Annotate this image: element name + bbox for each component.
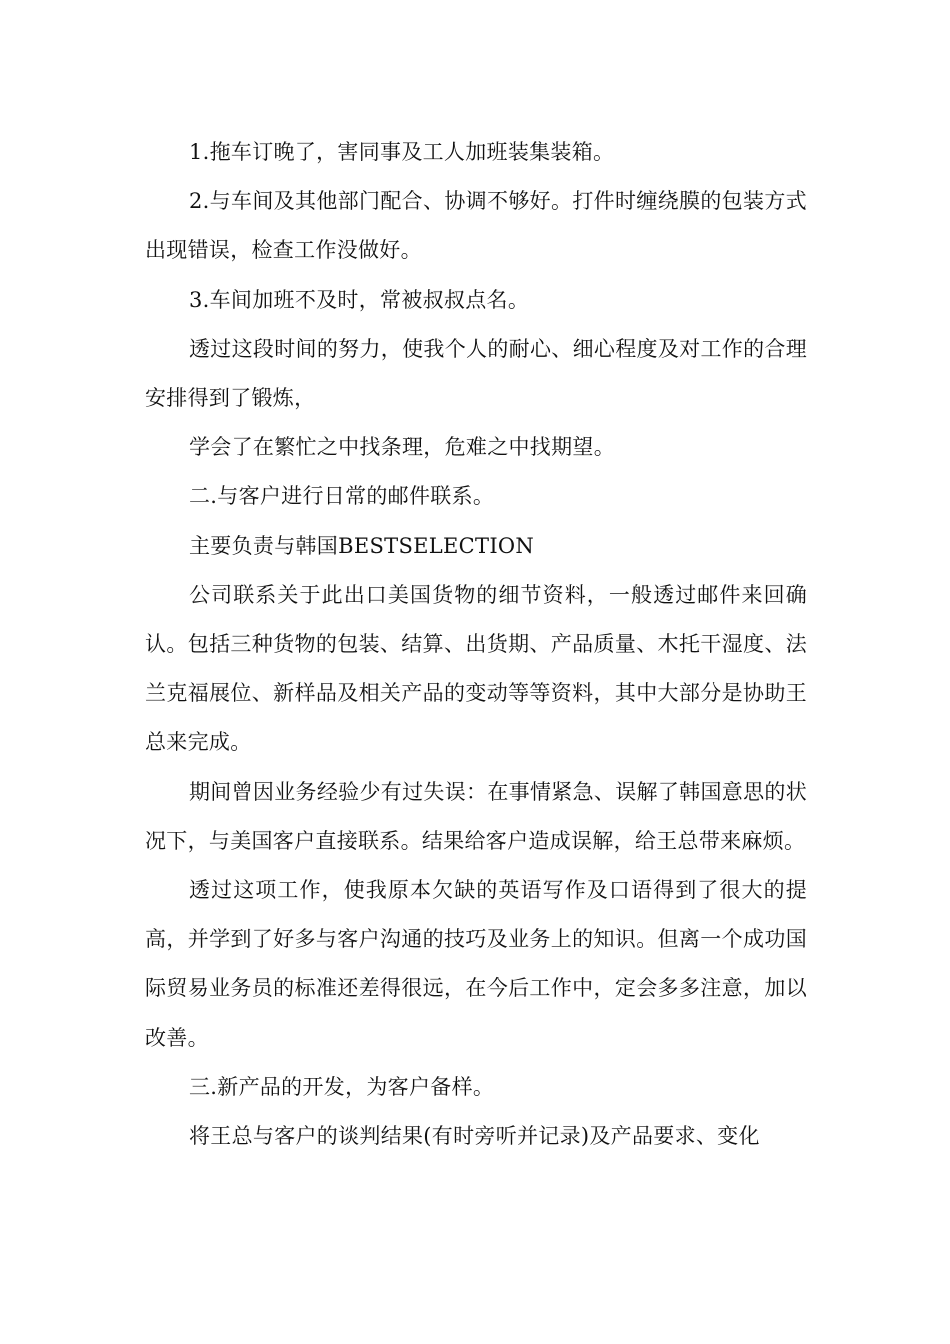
paragraph-2: 2.与车间及其他部门配合、协调不够好。打件时缠绕膜的包装方式出现错误，检查工作没做好。 — [145, 189, 807, 263]
paragraph-12: 将王总与客户的谈判结果(有时旁听并记录)及产品要求、变化 — [189, 1124, 760, 1149]
paragraph-7: 主要负责与韩国BESTSELECTION — [189, 533, 535, 558]
paragraph-10: 透过这项工作，使我原本欠缺的英语写作及口语得到了很大的提高，并学到了好多与客户沟通的技巧及业务上的知识。但离一个成功国际贸易业务员的标准还差得很远，在今后工作中，定会多多注意，加以改善。 — [145, 878, 807, 1050]
paragraph-1: 1.拖车订晚了，害同事及工人加班装集装箱。 — [189, 140, 615, 164]
paragraph-8: 公司联系关于此出口美国货物的细节资料，一般透过邮件来回确认。包括三种货物的包装、结算、出货期、产品质量、木托干湿度、法兰克福展位、新样品及相关产品的变动等等资料，其中大部分是协助王总来完成。 — [145, 582, 807, 755]
document-body — [145, 128, 807, 1161]
paragraph-5: 学会了在繁忙之中找条理，危难之中找期望。 — [189, 435, 615, 460]
paragraph-4: 透过这段时间的努力，使我个人的耐心、细心程度及对工作的合理安排得到了锻炼， — [145, 336, 807, 411]
paragraph-3: 3.车间加班不及时，常被叔叔点名。 — [189, 287, 530, 312]
paragraph-9: 期间曾因业务经验少有过失误：在事情紧急、误解了韩国意思的状况下，与美国客户直接联系。结果给客户造成误解，给王总带来麻烦。 — [145, 779, 807, 853]
section-heading-2: 二.与客户进行日常的邮件联系。 — [189, 484, 495, 509]
section-heading-3: 三.新产品的开发，为客户备样。 — [189, 1074, 495, 1099]
